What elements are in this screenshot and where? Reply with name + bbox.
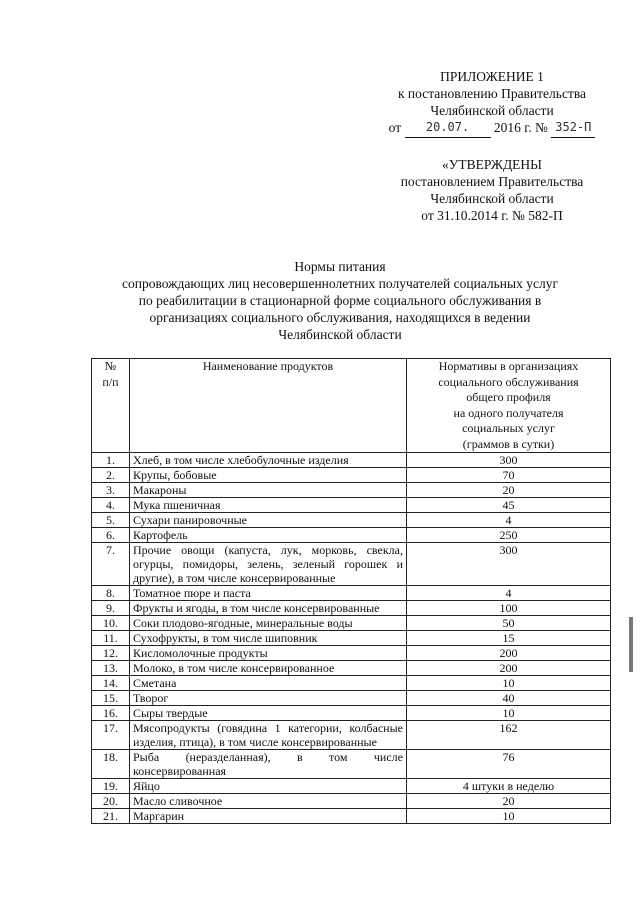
table-row bbox=[92, 616, 611, 631]
row-number: 4. bbox=[92, 498, 130, 513]
handwritten-number: 352-П bbox=[555, 120, 592, 134]
row-number: 1. bbox=[92, 453, 130, 468]
header-norm bbox=[407, 359, 611, 453]
row-number: 8. bbox=[92, 586, 130, 601]
row-product: Сметана bbox=[130, 676, 407, 691]
row-product: Мука пшеничная bbox=[130, 498, 407, 513]
header-number-line-1: № bbox=[104, 359, 117, 373]
row-product: Прочие овощи (капуста, лук, морковь, свекла, огурцы, помидоры, зелень, зеленый горошек и другие), в том числе консервированные bbox=[130, 543, 407, 586]
table-row bbox=[92, 543, 611, 586]
table-row bbox=[92, 631, 611, 646]
header-norm-line-6: (граммов в сутки) bbox=[462, 436, 555, 451]
header-number bbox=[92, 359, 130, 453]
table-row bbox=[92, 676, 611, 691]
appendix-header bbox=[372, 68, 612, 138]
row-value: 100 bbox=[407, 601, 611, 616]
row-product: Фрукты и ягоды, в том числе консервированные bbox=[130, 601, 407, 616]
row-value: 4 bbox=[407, 586, 611, 601]
year-text: 2016 г. № bbox=[493, 120, 548, 135]
row-value: 10 bbox=[407, 706, 611, 721]
title-line-4: организациях социального обслуживания, находящихся в ведении bbox=[149, 310, 531, 325]
row-product: Творог bbox=[130, 691, 407, 706]
table-row bbox=[92, 646, 611, 661]
row-value: 300 bbox=[407, 543, 611, 586]
approved-title: «УТВЕРЖДЕНЫ bbox=[442, 157, 542, 172]
approved-header bbox=[372, 156, 612, 224]
table-row bbox=[92, 468, 611, 483]
header-norm-line-1: Нормативы в организациях bbox=[438, 359, 579, 373]
row-number: 9. bbox=[92, 601, 130, 616]
table-row bbox=[92, 809, 611, 824]
row-value: 4 bbox=[407, 513, 611, 528]
row-number: 14. bbox=[92, 676, 130, 691]
table-row bbox=[92, 779, 611, 794]
approved-line-2: Челябинской области bbox=[430, 191, 554, 206]
row-number: 18. bbox=[92, 750, 130, 779]
row-value: 4 штуки в неделю bbox=[407, 779, 611, 794]
row-value: 20 bbox=[407, 794, 611, 809]
row-product: Томатное пюре и паста bbox=[130, 586, 407, 601]
row-product: Крупы, бобовые bbox=[130, 468, 407, 483]
row-value: 70 bbox=[407, 468, 611, 483]
row-number: 10. bbox=[92, 616, 130, 631]
header-norm-line-4: на одного получателя bbox=[453, 405, 564, 420]
row-value: 10 bbox=[407, 809, 611, 824]
row-number: 2. bbox=[92, 468, 130, 483]
table-header-row bbox=[92, 359, 611, 453]
row-number: 21. bbox=[92, 809, 130, 824]
table-row bbox=[92, 498, 611, 513]
row-number: 6. bbox=[92, 528, 130, 543]
header-number-line-2: п/п bbox=[102, 374, 119, 389]
row-product: Соки плодово-ягодные, минеральные воды bbox=[130, 616, 407, 631]
row-number: 16. bbox=[92, 706, 130, 721]
table-row bbox=[92, 586, 611, 601]
number-field bbox=[551, 119, 595, 138]
title-line-1: Нормы питания bbox=[294, 259, 386, 274]
table-row bbox=[92, 453, 611, 468]
table-row bbox=[92, 750, 611, 779]
row-value: 20 bbox=[407, 483, 611, 498]
row-value: 45 bbox=[407, 498, 611, 513]
document-title bbox=[60, 258, 620, 343]
row-product: Сыры твердые bbox=[130, 706, 407, 721]
row-value: 162 bbox=[407, 721, 611, 750]
approved-line-3: от 31.10.2014 г. № 582-П bbox=[421, 208, 563, 223]
title-line-2: сопровождающих лиц несовершеннолетних получателей социальных услуг bbox=[121, 276, 558, 291]
table-row bbox=[92, 513, 611, 528]
approved-line-1: постановлением Правительства bbox=[400, 174, 584, 189]
header-product-name bbox=[130, 359, 407, 453]
appendix-title: ПРИЛОЖЕНИЕ 1 bbox=[440, 69, 544, 84]
row-value: 10 bbox=[407, 676, 611, 691]
row-product: Макароны bbox=[130, 483, 407, 498]
appendix-line-2: Челябинской области bbox=[430, 103, 554, 118]
nutrition-norms-table bbox=[91, 358, 611, 824]
row-number: 7. bbox=[92, 543, 130, 586]
row-value: 76 bbox=[407, 750, 611, 779]
date-field bbox=[405, 119, 491, 138]
row-value: 200 bbox=[407, 646, 611, 661]
table-row bbox=[92, 661, 611, 676]
row-product: Молоко, в том числе консервированное bbox=[130, 661, 407, 676]
table-row bbox=[92, 691, 611, 706]
table-row bbox=[92, 601, 611, 616]
row-value: 300 bbox=[407, 453, 611, 468]
row-number: 17. bbox=[92, 721, 130, 750]
row-number: 19. bbox=[92, 779, 130, 794]
table-row bbox=[92, 721, 611, 750]
table-row bbox=[92, 528, 611, 543]
header-product-name-text: Наименование продуктов bbox=[202, 359, 334, 373]
row-number: 11. bbox=[92, 631, 130, 646]
table-row bbox=[92, 483, 611, 498]
table-row bbox=[92, 706, 611, 721]
row-number: 15. bbox=[92, 691, 130, 706]
row-product: Сухофрукты, в том числе шиповник bbox=[130, 631, 407, 646]
header-norm-line-5: социальных услуг bbox=[462, 421, 555, 435]
table-row bbox=[92, 794, 611, 809]
title-line-5: Челябинской области bbox=[278, 327, 402, 342]
row-number: 12. bbox=[92, 646, 130, 661]
title-line-3: по реабилитации в стационарной форме социального обслуживания в bbox=[138, 293, 542, 308]
scan-edge-mark bbox=[629, 617, 633, 672]
row-number: 5. bbox=[92, 513, 130, 528]
row-value: 50 bbox=[407, 616, 611, 631]
row-value: 250 bbox=[407, 528, 611, 543]
appendix-line-1: к постановлению Правительства bbox=[397, 86, 587, 101]
appendix-date-line bbox=[372, 119, 612, 138]
row-number: 20. bbox=[92, 794, 130, 809]
date-prefix: от bbox=[388, 120, 402, 135]
row-product: Рыба (неразделанная), в том числе консервированная bbox=[130, 750, 407, 779]
header-norm-line-3: общего профиля bbox=[466, 390, 551, 404]
row-value: 200 bbox=[407, 661, 611, 676]
row-value: 15 bbox=[407, 631, 611, 646]
row-product: Хлеб, в том числе хлебобулочные изделия bbox=[130, 453, 407, 468]
row-value: 40 bbox=[407, 691, 611, 706]
handwritten-date: 20.07. bbox=[425, 120, 470, 134]
row-product: Маргарин bbox=[130, 809, 407, 824]
row-product: Яйцо bbox=[130, 779, 407, 794]
row-product: Кисломолочные продукты bbox=[130, 646, 407, 661]
row-product: Сухари панировочные bbox=[130, 513, 407, 528]
row-product: Картофель bbox=[130, 528, 407, 543]
row-number: 3. bbox=[92, 483, 130, 498]
row-product: Масло сливочное bbox=[130, 794, 407, 809]
row-product: Мясопродукты (говядина 1 категории, колбасные изделия, птица), в том числе консервированные bbox=[130, 721, 407, 750]
row-number: 13. bbox=[92, 661, 130, 676]
header-norm-line-2: социального обслуживания bbox=[438, 374, 579, 389]
